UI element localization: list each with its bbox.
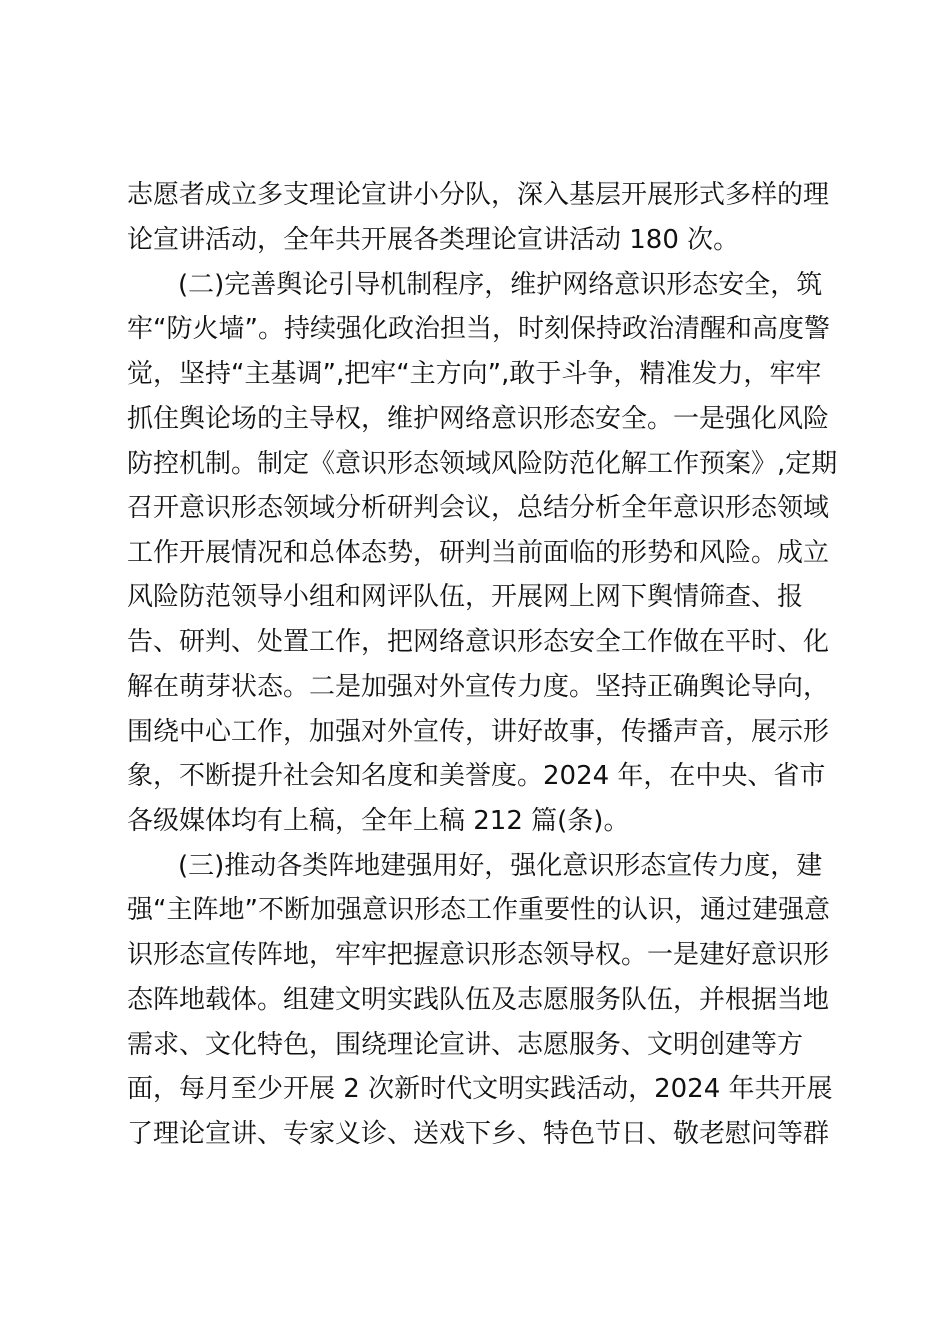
paragraph-line: 召开意识形态领域分析研判会议，总结分析全年意识形态领域: [127, 493, 830, 523]
paragraph-line: 识形态宣传阵地，牢牢把握意识形态领导权。一是建好意识形: [127, 940, 830, 970]
paragraph-line: 各级媒体均有上稿，全年上稿 212 篇(条)。: [127, 806, 630, 836]
paragraph-line: 态阵地载体。组建文明实践队伍及志愿服务队伍，并根据当地: [127, 985, 830, 1015]
paragraph-line: (二)完善舆论引导机制程序，维护网络意识形态安全，筑: [178, 270, 823, 300]
paragraph-line: 告、研判、处置工作，把网络意识形态安全工作做在平时、化: [127, 627, 830, 657]
paragraph-line: 志愿者成立多支理论宣讲小分队，深入基层开展形式多样的理: [127, 180, 830, 210]
paragraph-line: 强“主阵地”不断加强意识形态工作重要性的认识，通过建强意: [127, 895, 830, 925]
paragraph-line: 需求、文化特色，围绕理论宣讲、志愿服务、文明创建等方: [127, 1030, 804, 1060]
paragraph-line: 论宣讲活动，全年共开展各类理论宣讲活动 180 次。: [127, 225, 740, 255]
paragraph-line: 牢“防火墙”。持续强化政治担当，时刻保持政治清醒和高度警: [127, 314, 830, 344]
paragraph-line: 防控机制。制定《意识形态领域风险防范化解工作预案》,定期: [127, 449, 838, 479]
paragraph-line: 围绕中心工作，加强对外宣传，讲好故事，传播声音，展示形: [127, 717, 830, 747]
paragraph-line: 觉，坚持“主基调”,把牢“主方向”,敢于斗争，精准发力，牢牢: [127, 359, 822, 389]
paragraph-line: 工作开展情况和总体态势，研判当前面临的形势和风险。成立: [127, 538, 830, 568]
paragraph-line: 面，每月至少开展 2 次新时代文明实践活动，2024 年共开展: [127, 1074, 833, 1104]
paragraph-line: 抓住舆论场的主导权，维护网络意识形态安全。一是强化风险: [127, 404, 830, 434]
paragraph-line: 解在萌芽状态。二是加强对外宣传力度。坚持正确舆论导向，: [127, 672, 830, 702]
paragraph-line: 象，不断提升社会知名度和美誉度。2024 年，在中央、省市: [127, 761, 826, 791]
paragraph-line: (三)推动各类阵地建强用好，强化意识形态宣传力度，建: [178, 851, 823, 881]
paragraph-line: 了理论宣讲、专家义诊、送戏下乡、特色节日、敬老慰问等群: [127, 1119, 830, 1149]
paragraph-line: 风险防范领导小组和网评队伍，开展网上网下舆情筛查、报: [127, 582, 804, 612]
